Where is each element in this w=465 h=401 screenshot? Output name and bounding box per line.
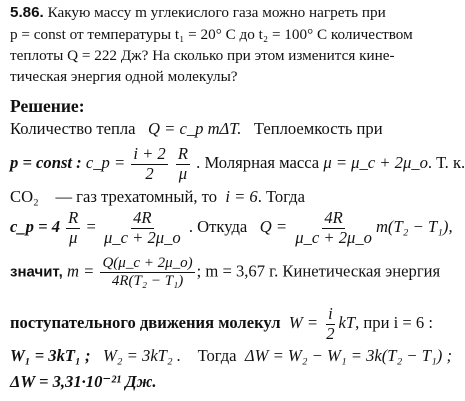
w1-equation: W₁ = 3kT₁ ; (10, 346, 91, 365)
then-label-2: Тогда (197, 346, 237, 365)
solution-line-3 (10, 187, 436, 207)
w-symbol: W = (288, 313, 319, 333)
molar-mass-label: . Молярная масса (196, 153, 320, 173)
then-label: . Тогда (257, 187, 305, 206)
fraction-numerator: 4R (133, 208, 152, 227)
problem-line-1 (10, 4, 436, 22)
when-i-6: , при i = 6 : (355, 313, 433, 333)
heat-amount-label: Количество тепла (10, 119, 136, 138)
translational-motion-text: поступательного движения молекул (10, 313, 281, 333)
final-answer: ΔW = 3,31·10⁻²¹ Дж. (10, 372, 157, 391)
fraction-r-over-mu (176, 146, 190, 183)
triatomic-text: — газ трехатомный, то (55, 187, 218, 206)
degrees-of-freedom: i = 6 (225, 187, 258, 206)
fraction-denominator: 4R(T₂ − T₁) (111, 273, 184, 290)
cp-equation: c_p = 4 (10, 217, 61, 237)
problem-line-2: p = const от температуры t₁ = 20° C до t₂ = 100° C количеством (10, 26, 413, 43)
heat-capacity-label: Теплоемкость при (253, 119, 383, 138)
kt-term: kT (338, 313, 356, 333)
solution-line-5 (10, 255, 441, 290)
fraction-denominator: μ (178, 163, 188, 183)
heat-formula: Q = c_p mΔT. (147, 119, 242, 138)
problem-number: 5.86. (10, 4, 44, 21)
const-pressure: p = const : (10, 153, 82, 173)
co2-formula: CO₂ (10, 187, 39, 206)
fraction-i-over-2 (324, 306, 336, 343)
fraction-denominator: 2 (326, 323, 335, 343)
cp-symbol: c_p = (85, 153, 126, 173)
fraction-numerator: R (177, 144, 189, 163)
solution-heading: Решение: (10, 96, 85, 116)
w2-equation: W₂ = 3kT₂ . (102, 346, 181, 365)
fraction-denominator: 2 (145, 163, 154, 183)
molar-mass-formula: μ = μ_c + 2μ_o (323, 153, 428, 173)
problem-line-4: тическая энергия одной молекулы? (10, 68, 238, 85)
fraction-4r-over-molar (102, 210, 183, 247)
q-symbol: Q = (259, 217, 288, 237)
fraction-numerator: i + 2 (133, 144, 166, 163)
fraction-denominator: μ_c + 2μ_o (103, 227, 181, 247)
fraction-denominator: μ_c + 2μ_o (295, 227, 372, 247)
solution-line-1 (10, 119, 436, 139)
fraction-numerator: Q(μ_c + 2μ_o) (100, 256, 194, 273)
fraction-denominator: μ (69, 227, 78, 247)
fraction-4r-over-molar-2 (293, 210, 374, 247)
fraction-i-plus-2-over-2 (131, 146, 167, 183)
solution-line-4: c_p = 4 $\frac{R}{\mu}$ = $\frac{4R}{\mu\_c + 2\mu\_o}$ . Откуда Q = $\frac{4R}{\mu\_c + 2\mu\_o}$ m(T₂ − T₁), (10, 208, 453, 247)
delta-w-equation: ΔW = W₂ − W₁ = 3k(T₂ − T₁) ; (244, 346, 452, 365)
mass-temperature-term: m(T₂ − T₁), (375, 217, 453, 237)
solution-line-6 (10, 306, 436, 343)
solution-line-8 (10, 371, 436, 392)
solution-line-7 (10, 346, 452, 366)
means-label: значит, (10, 263, 63, 281)
fraction-numerator: 4R (324, 208, 343, 227)
since-label: . Т. к. (427, 153, 465, 173)
mass-fraction (100, 256, 194, 290)
problem-text-1: Какую массу m углекислого газа можно нагреть при (47, 4, 386, 21)
problem-line-3: теплоты Q = 222 Дж? На сколько при этом изменится кине- (10, 47, 395, 64)
m-symbol: m = (66, 261, 95, 281)
whence-label: . Откуда (188, 217, 248, 237)
fraction-numerator: i (328, 304, 333, 323)
fraction-numerator: R (68, 208, 79, 227)
mass-result: ; m = 3,67 г. Кинетическая энергия (196, 261, 441, 281)
fraction-r-over-mu-2 (66, 210, 80, 247)
solution-line-2 (10, 144, 465, 183)
